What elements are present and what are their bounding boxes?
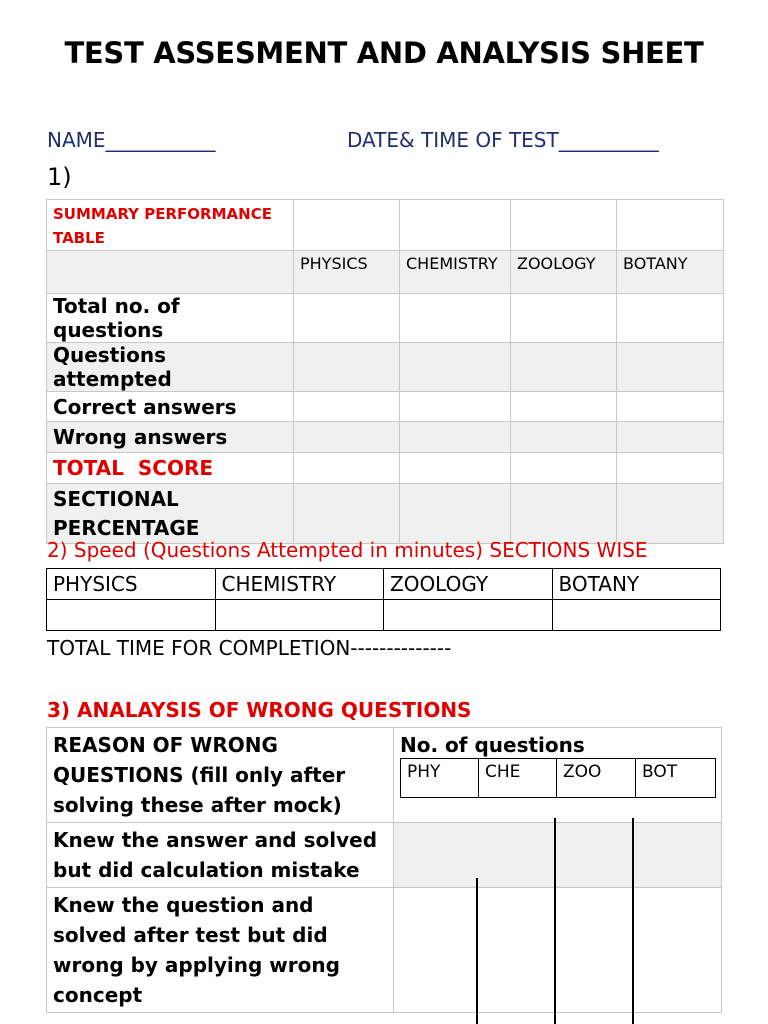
summary-cell[interactable] [400, 200, 511, 251]
reason-wrong-concept: Knew the question and solved after test but did wrong by applying wrong concept [47, 888, 394, 1013]
summary-cell[interactable] [617, 343, 724, 392]
speed-header-chemistry: CHEMISTRY [215, 569, 384, 600]
row-label-questions-attempted: Questions attempted [47, 343, 294, 392]
summary-cell[interactable] [294, 343, 400, 392]
column-header-physics: PHYSICS [294, 251, 400, 294]
summary-cell[interactable] [511, 294, 617, 343]
summary-cell[interactable] [400, 422, 511, 453]
count-cell[interactable] [394, 888, 722, 1013]
summary-cell[interactable] [400, 453, 511, 484]
divider [635, 759, 636, 797]
speed-cell[interactable] [47, 600, 216, 631]
summary-cell[interactable] [511, 484, 617, 544]
total-time-label: TOTAL TIME FOR COMPLETION-------------- [47, 636, 452, 660]
summary-cell[interactable] [294, 392, 400, 422]
summary-table-title: SUMMARY PERFORMANCE TABLE [47, 200, 294, 251]
column-divider-line [554, 818, 556, 1024]
summary-cell[interactable] [400, 392, 511, 422]
count-header: No. of questions [394, 728, 722, 823]
date-time-field-label[interactable]: DATE& TIME OF TEST__________ [347, 128, 659, 152]
row-label-total-score: TOTAL SCORE [47, 453, 294, 484]
row-label-sectional-percentage: SECTIONAL PERCENTAGE [47, 484, 294, 544]
summary-cell [47, 251, 294, 294]
column-header-zoology: ZOOLOGY [511, 251, 617, 294]
summary-cell[interactable] [617, 200, 724, 251]
summary-cell[interactable] [511, 453, 617, 484]
summary-cell[interactable] [400, 343, 511, 392]
summary-cell[interactable] [617, 392, 724, 422]
summary-cell[interactable] [617, 453, 724, 484]
section-1-number: 1) [47, 163, 72, 191]
subject-subheader-box [400, 758, 716, 798]
count-cell[interactable] [394, 823, 722, 888]
speed-table [46, 568, 721, 631]
column-header-botany: BOTANY [617, 251, 724, 294]
row-label-wrong-answers: Wrong answers [47, 422, 294, 453]
speed-cell[interactable] [384, 600, 553, 631]
speed-header-botany: BOTANY [552, 569, 721, 600]
page-title: TEST ASSESMENT AND ANALYSIS SHEET [64, 36, 704, 70]
subheader-zoo: ZOO [563, 762, 602, 782]
summary-cell[interactable] [400, 294, 511, 343]
summary-cell[interactable] [294, 453, 400, 484]
speed-cell[interactable] [215, 600, 384, 631]
summary-cell[interactable] [511, 422, 617, 453]
name-field-label[interactable]: NAME___________ [47, 128, 216, 152]
summary-cell[interactable] [294, 200, 400, 251]
summary-cell[interactable] [511, 343, 617, 392]
wrong-questions-section-title: 3) ANALAYSIS OF WRONG QUESTIONS [47, 698, 472, 722]
subheader-bot: BOT [642, 762, 678, 782]
summary-cell[interactable] [294, 422, 400, 453]
speed-section-title: 2) Speed (Questions Attempted in minutes) SECTIONS WISE [47, 538, 648, 562]
summary-cell[interactable] [617, 294, 724, 343]
column-header-chemistry: CHEMISTRY [400, 251, 511, 294]
summary-cell[interactable] [617, 422, 724, 453]
speed-header-zoology: ZOOLOGY [384, 569, 553, 600]
summary-cell[interactable] [617, 484, 724, 544]
summary-cell[interactable] [511, 392, 617, 422]
row-label-correct-answers: Correct answers [47, 392, 294, 422]
reason-header: REASON OF WRONG QUESTIONS (fill only after solving these after mock) [47, 728, 394, 823]
speed-header-physics: PHYSICS [47, 569, 216, 600]
summary-performance-table [46, 199, 724, 544]
speed-cell[interactable] [552, 600, 721, 631]
divider [556, 759, 557, 797]
row-label-total-questions: Total no. of questions [47, 294, 294, 343]
column-divider-line [476, 878, 478, 1024]
column-divider-line [632, 818, 634, 1024]
summary-cell[interactable] [294, 294, 400, 343]
subheader-che: CHE [485, 762, 521, 782]
summary-cell[interactable] [400, 484, 511, 544]
summary-cell[interactable] [511, 200, 617, 251]
summary-cell[interactable] [294, 484, 400, 544]
subheader-phy: PHY [407, 762, 441, 782]
reason-calculation-mistake: Knew the answer and solved but did calculation mistake [47, 823, 394, 888]
divider [478, 759, 479, 797]
